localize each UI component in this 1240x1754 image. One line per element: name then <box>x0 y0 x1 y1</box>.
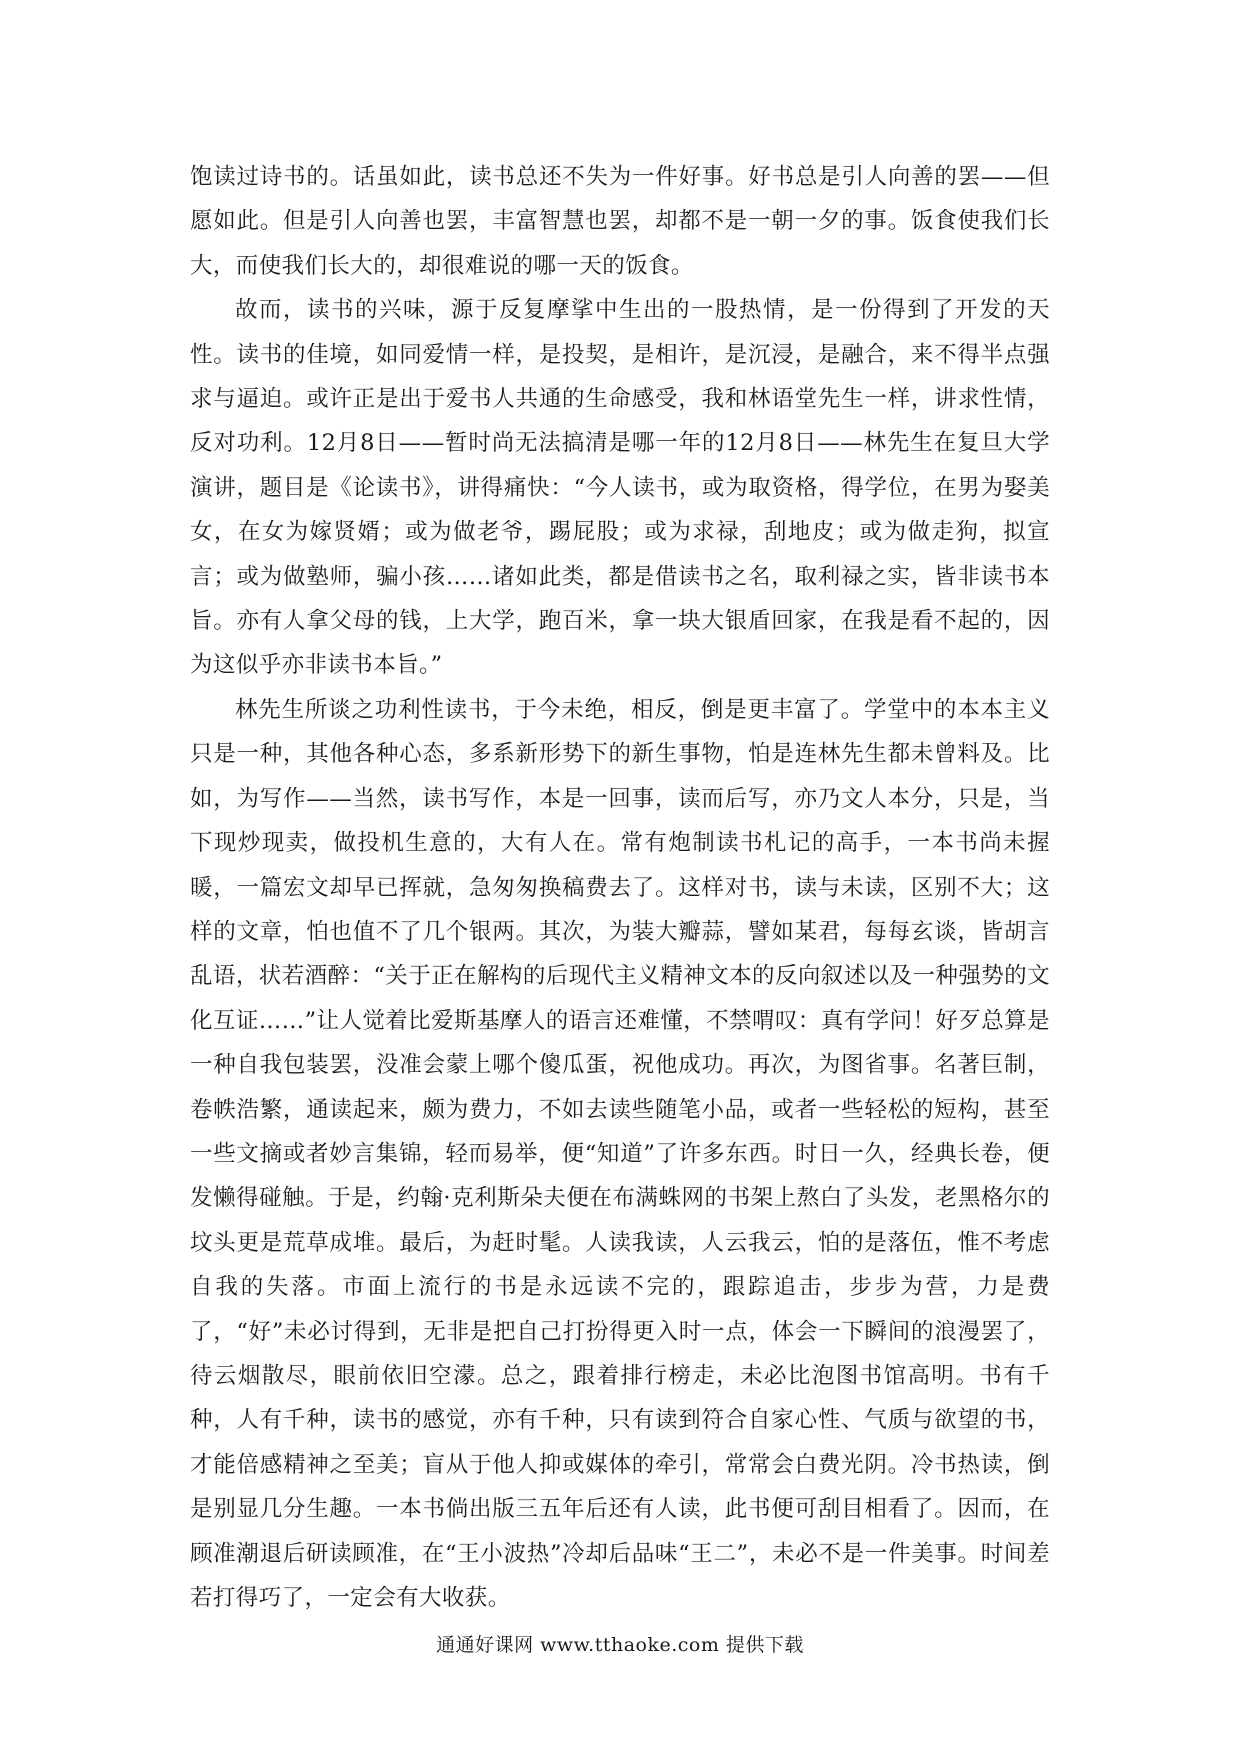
paragraph-continuation: 饱读过诗书的。话虽如此，读书总还不失为一件好事。好书总是引人向善的罢——但愿如此。但是引人向善也罢，丰富智慧也罢，却都不是一朝一夕的事。饭食使我们长大，而使我们长大的，却很难说的哪一天的饭食。 <box>190 164 1050 279</box>
document-body <box>190 155 1050 1620</box>
page-footer: 通通好课网 www.tthaoke.com 提供下载 <box>436 1634 804 1656</box>
paragraph-utilitarian-reading: 林先生所谈之功利性读书，于今未绝，相反，倒是更丰富了。学堂中的本本主义只是一种，其他各种心态，多系新形势下的新生事物，怕是连林先生都未曾料及。比如，为写作——当然，读书写作，本是一回事，读而后写，亦乃文人本分，只是，当下现炒现卖，做投机生意的，大有人在。常有炮制读书札记的高手，一本书尚未握暖，一篇宏文却早已挥就，急匆匆换稿费去了。这样对书，读与未读，区别不大；这样的文章，怕也值不了几个银两。其次，为装大瓣蒜，譬如某君，每每玄谈，皆胡言乱语，状若酒醉：“关于正在解构的后现代主义精神文本的反向叙述以及一种强势的文化互证……”让人觉着比爱斯基摩人的语言还难懂，不禁喟叹：真有学问！好歹总算是一种自我包装罢，没准会蒙上哪个傻瓜蛋，祝他成功。再次，为图省事。名著巨制，卷帙浩繁，通读起来，颇为费力，不如去读些随笔小品，或者一些轻松的短构，甚至一些文摘或者妙言集锦，轻而易举，便“知道”了许多东西。时日一久，经典长卷，便发懒得碰触。于是，约翰·克利斯朵夫便在布满蛛网的书架上熬白了头发，老黑格尔的坟头更是荒草成堆。最后，为赶时髦。人读我读，人云我云，怕的是落伍，惟不考虑自我的失落。市面上流行的书是永远读不完的，跟踪追击，步步为营，力是费了，“好”未必讨得到，无非是把自己打扮得更入时一点，体会一下瞬间的浪漫罢了，待云烟散尽，眼前依旧空濛。总之，跟着排行榜走，未必比泡图书馆高明。书有千种，人有千种，读书的感觉，亦有千种，只有读到符合自家心性、气质与欲望的书，才能倍感精神之至美；盲从于他人抑或媒体的牵引，常常会白费光阴。冷书热读，倒是别显几分生趣。一本书倘出版三五年后还有人读，此书便可刮目相看了。因而，在顾准潮退后研读顾准，在“王小波热”冷却后品味“王二”，未必不是一件美事。时间差若打得巧了，一定会有大收获。 <box>190 696 1050 1611</box>
paragraph-reading-interest: 故而，读书的兴味，源于反复摩挲中生出的一股热情，是一份得到了开发的天性。读书的佳境，如同爱情一样，是投契，是相许，是沉浸，是融合，来不得半点强求与逼迫。或许正是出于爱书人共通的生命感受，我和林语堂先生一样，讲求性情，反对功利。12月8日——暂时尚无法搞清是哪一年的12月8日——林先生在复旦大学演讲，题目是《论读书》，讲得痛快：“今人读书，或为取资格，得学位，在男为娶美女，在女为嫁贤婿；或为做老爷，踢屁股；或为求禄，刮地皮；或为做走狗，拟宣言；或为做塾师，骗小孩……诸如此类，都是借读书之名，取利禄之实，皆非读书本旨。亦有人拿父母的钱，上大学，跑百米，拿一块大银盾回家，在我是看不起的，因为这似乎亦非读书本旨。” <box>190 297 1050 679</box>
